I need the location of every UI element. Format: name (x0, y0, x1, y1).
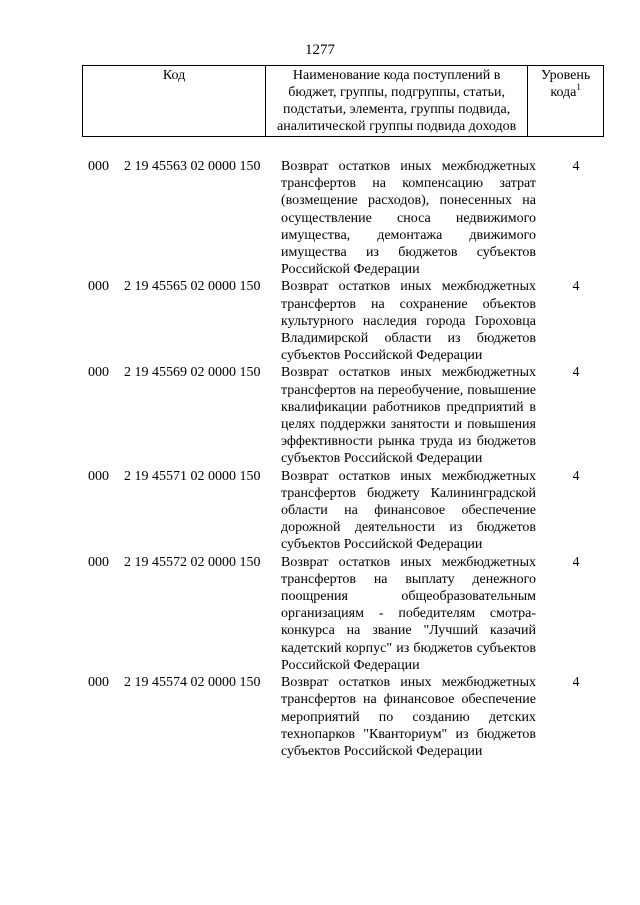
row-code: 2 19 45569 02 0000 150 (124, 365, 261, 381)
header-name: Наименование кода поступлений в бюджет, группы, подгруппы, статьи, подстатьи, элемента, группы подвида, аналитической группы подвида доходов (266, 66, 528, 137)
row-prefix: 000 (88, 554, 109, 570)
header-level-cell (528, 66, 604, 137)
header-level: Уровень кода (540, 68, 591, 100)
row-prefix: 000 (88, 675, 109, 691)
row-name: Возврат остатков иных межбюджетных трансфертов на сохранение объектов культурного наследия города Гороховца Владимирской области из бюджетов субъектов Российской Федерации (281, 279, 536, 364)
row-prefix: 000 (88, 468, 109, 484)
row-level: 4 (572, 468, 580, 484)
table-row (0, 468, 640, 554)
row-name: Возврат остатков иных межбюджетных трансфертов бюджету Калининградской области на финансовое обеспечение дорожной деятельности из бюджетов субъектов Российской Федерации (281, 468, 536, 553)
row-code: 2 19 45571 02 0000 150 (124, 468, 261, 484)
table-header (82, 65, 604, 137)
table-body (0, 158, 640, 760)
row-code: 2 19 45572 02 0000 150 (124, 554, 261, 570)
header-code: Код (83, 66, 266, 137)
table-row (0, 674, 640, 760)
row-name: Возврат остатков иных межбюджетных трансфертов на переобучение, повышение квалификации работников предприятий в целях поддержки занятости и повышения эффективности рынка труда из бюджетов субъектов Российской Федерации (281, 365, 536, 467)
row-level: 4 (572, 675, 580, 691)
row-prefix: 000 (88, 365, 109, 381)
row-code: 2 19 45565 02 0000 150 (124, 279, 261, 295)
row-prefix: 000 (88, 159, 109, 174)
table-row (0, 364, 640, 467)
row-level: 4 (572, 159, 580, 174)
row-level: 4 (572, 279, 580, 295)
row-name: Возврат остатков иных межбюджетных трансфертов на финансовое обеспечение мероприятий по созданию детских технопарков "Кванториум" из бюджетов субъектов Российской Федерации (281, 675, 536, 759)
table-row (0, 554, 640, 674)
row-name: Возврат остатков иных межбюджетных трансфертов на выплату денежного поощрения общеобразовательным организациям - победителям смотра-конкурса на звание "Лучший казачий кадетский корпус" из бюджетов субъектов Российской Федерации (281, 554, 536, 673)
row-code: 2 19 45563 02 0000 150 (124, 159, 261, 174)
header-level-footnote: 1 (576, 82, 581, 92)
row-code: 2 19 45574 02 0000 150 (124, 675, 261, 691)
row-level: 4 (572, 554, 580, 570)
row-name: Возврат остатков иных межбюджетных трансфертов на компенсацию затрат (возмещение расходов), понесенных на осуществление сноса недвижимого имущества, демонтажа движимого имущества из бюджетов субъектов Российской Федерации (281, 159, 536, 278)
table-row (0, 158, 640, 278)
row-prefix: 000 (88, 279, 109, 295)
page-number: 1277 (305, 42, 335, 58)
row-level: 4 (572, 365, 580, 381)
table-row (0, 278, 640, 364)
